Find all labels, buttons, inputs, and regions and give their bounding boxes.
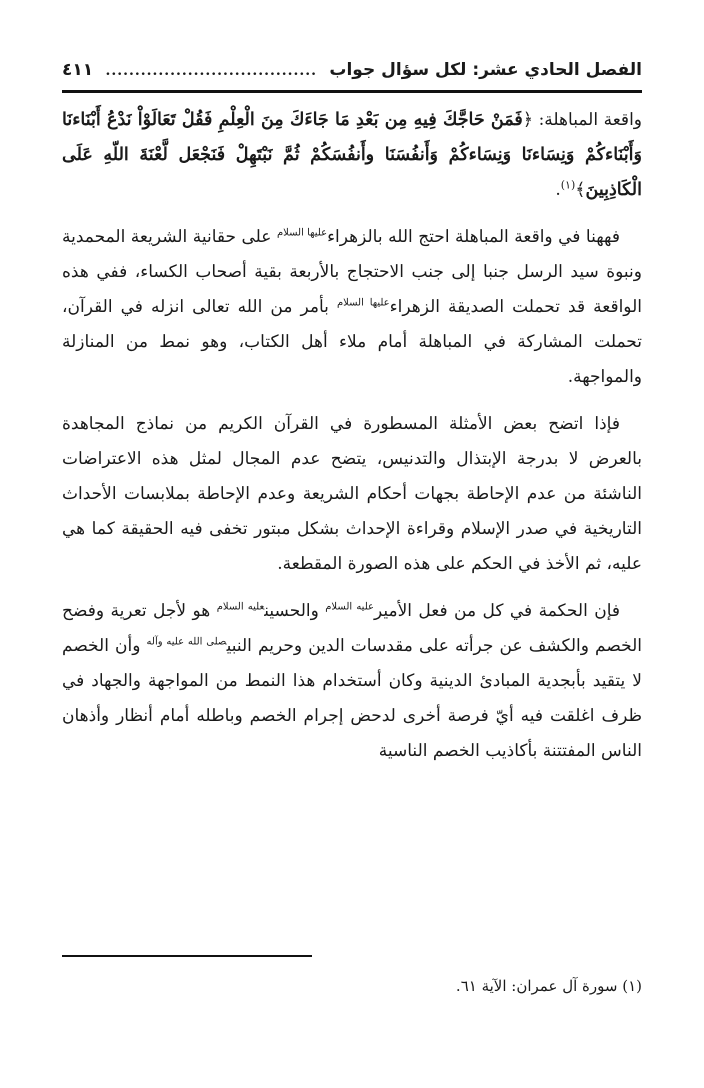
- text-segment: على حقانية الشريعة المحمدية ونبوة سيد الرسل جنبا إلى جنب الاحتجاج بالأربعة بقية أصحاب الكساء، ففي هذه الواقعة قد تحملت الصديقة الزهراء: [62, 227, 642, 317]
- paragraph-examples: [62, 407, 642, 582]
- running-header: [62, 60, 642, 88]
- honorific-glyph: صلى الله عليه وآله: [146, 636, 227, 648]
- verse-text: فَمَنْ حَاجَّكَ فِيهِ مِن بَعْدِ مَا جَاءَكَ مِنَ الْعِلْمِ فَقُلْ تَعَالَوْاْ نَدْعُ أَبْنَاءنَا وَأَبْنَاءكُمْ وَنِسَاءنَا وَنِسَاءكُمْ وَأَنفُسَنَا وأَنفُسَكُمْ ثُمَّ نَبْتَهِلْ فَنَجْعَل لَّعْنَةَ اللّهِ عَلَى الْكَاذِبِينَ: [62, 110, 642, 200]
- chapter-title: الفصل الحادي عشر: لكل سؤال جواب: [329, 60, 642, 80]
- text-segment: هو لأجل تعرية وفضح الخصم والكشف عن جرأته على مقدسات الدين وحريم النبي: [62, 601, 642, 656]
- honorific-glyph: عليها السلام: [276, 227, 328, 239]
- text-segment: فههنا في واقعة المباهلة احتج الله بالزهراء: [327, 227, 620, 247]
- footnote: (١) سورة آل عمران: الآية ٦١.: [455, 977, 642, 995]
- page-number: ٤١١: [62, 60, 94, 80]
- sentence-end: .: [555, 180, 561, 200]
- honorific-glyph: عليه السلام: [216, 601, 265, 613]
- header-rule: [62, 90, 642, 93]
- text-segment: فإذا اتضح بعض الأمثلة المسطورة في القرآن الكريم من نماذج المجاهدة بالعرض لا بدرجة الإبتذال والتدنيس، يتضح عدم المجال لمثل هذه الاعتراضات الناشئة من عدم الإحاطة بجهات أحكام الشريعة وعدم الإحاطة بملابسات الأحداث التاريخية في صدر الإسلام وقراءة الإحداث بشكل مبتور تخفى فيه الحقيقة كما هي عليه، ثم الأخذ في الحكم على هذه الصورة المقطعة.: [62, 414, 642, 574]
- paragraph-zahra-argument: [62, 220, 642, 395]
- footnote-separator: [62, 955, 312, 957]
- footnote-reference[interactable]: (١): [560, 178, 576, 192]
- body-text: [62, 103, 642, 769]
- verse-close-bracket: ﴾: [575, 180, 586, 200]
- honorific-glyph: عليها السلام: [336, 297, 390, 309]
- intro-text: واقعة المباهلة:: [538, 110, 642, 130]
- leader-dots: ....................................: [105, 63, 317, 79]
- text-segment: وأن الخصم لا يتقيد بأبجدية المبادئ الدينية وكان أستخدام هذا النمط من المواجهة والجهاد في ظرف اغلقت فيه أيّ فرصة أخرى لدحض إجرام الخصم وباطله أمام أنظار وأذهان الناس المفتتنة بأكاذيب الخصم الناسية: [62, 636, 642, 761]
- text-segment: بأمر من الله تعالى انزله في القرآن، تحملت المشاركة في المباهلة أمام ملاء أهل الكتاب، وهو نمط من المنازلة والمواجهة.: [62, 297, 642, 387]
- text-segment: فإن الحكمة في كل من فعل الأمير: [373, 601, 620, 621]
- text-segment: والحسين: [264, 601, 326, 621]
- book-page: [62, 60, 642, 1060]
- honorific-glyph: عليه السلام: [325, 601, 374, 613]
- verse-open-bracket: ﴿: [522, 110, 533, 130]
- paragraph-wisdom: [62, 594, 642, 769]
- paragraph-mubahala-verse: [62, 103, 642, 208]
